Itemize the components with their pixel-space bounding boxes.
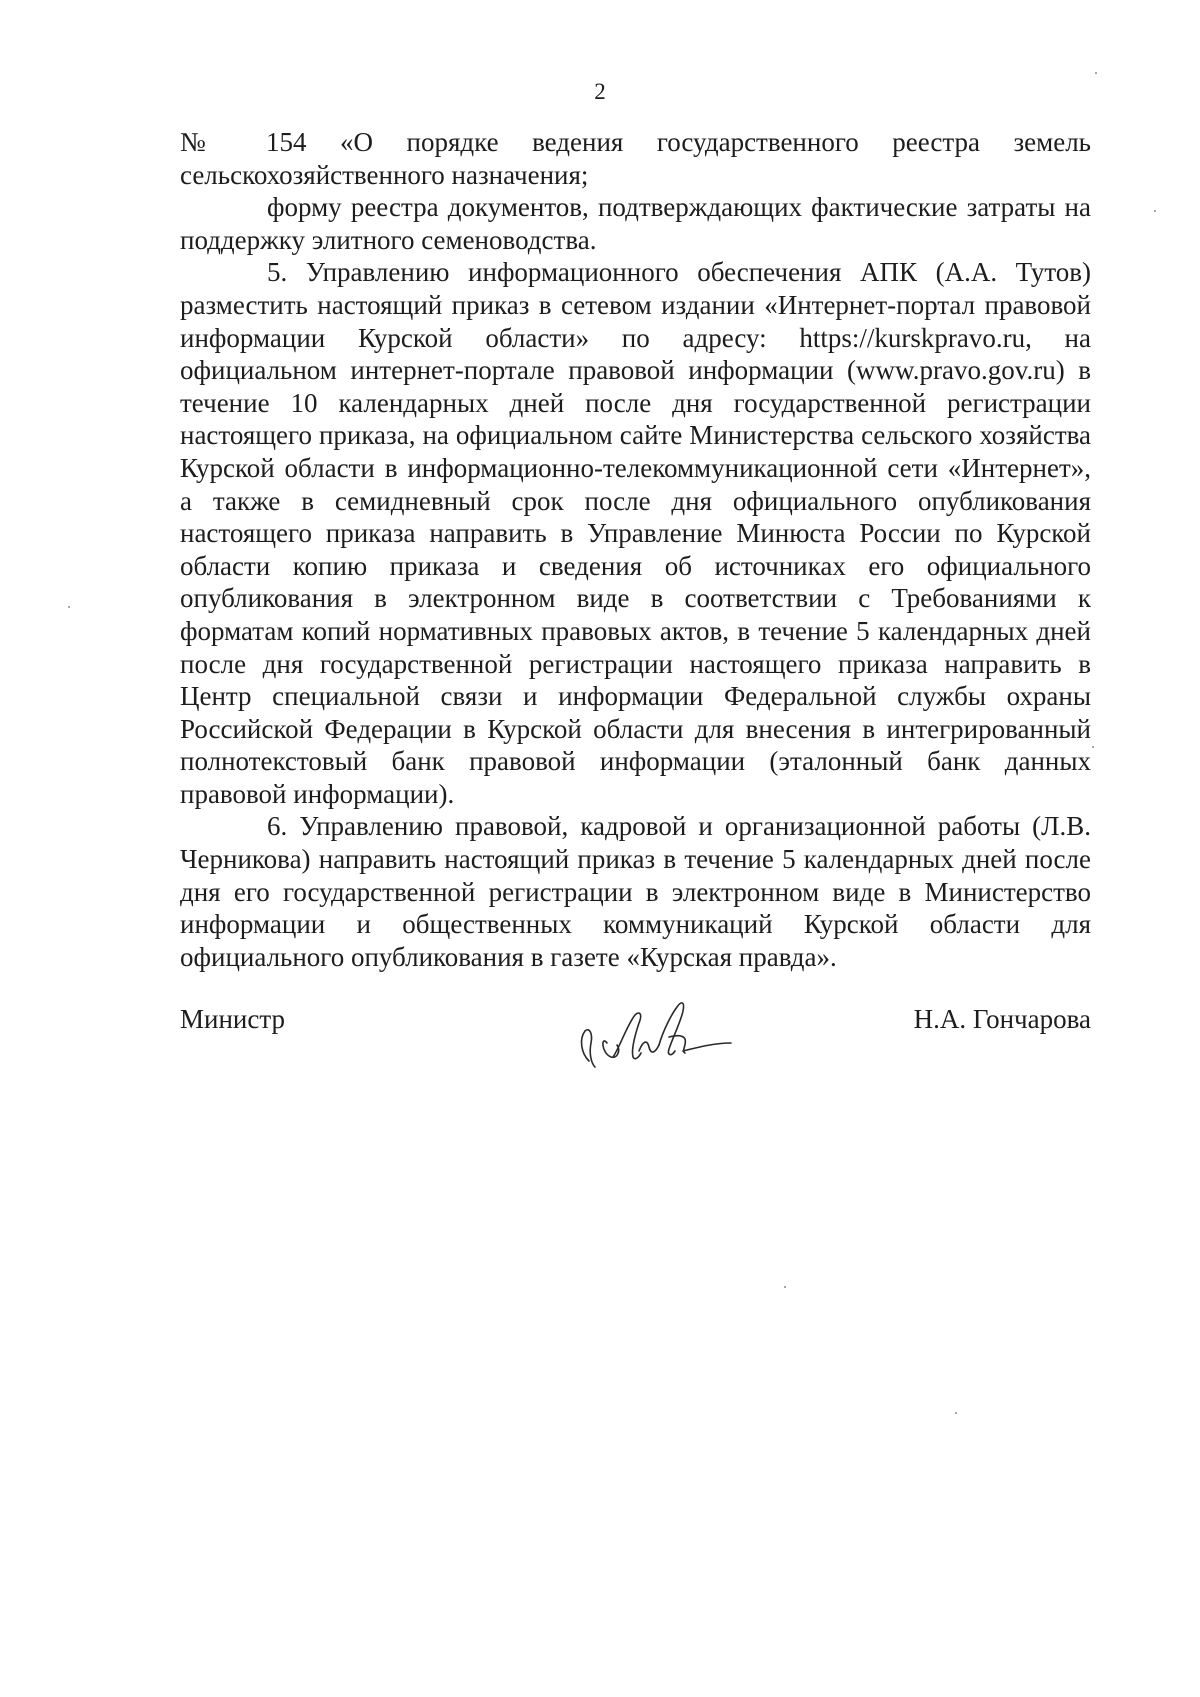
handwritten-signature [573,991,743,1075]
scan-speck [68,606,70,608]
scan-speck [1095,72,1097,74]
signatory-name: Н.А. Гончарова [913,1004,1091,1034]
signature-block [180,1003,1091,1083]
paragraph-registry-form: форму реестра документов, подтверждающих фактические затраты на поддержку элитного семеноводства. [180,192,1091,255]
scan-speck [1154,210,1156,212]
scan-speck [955,1412,957,1414]
page-number: 2 [594,79,606,104]
scan-speck [1092,746,1094,748]
paragraph-registry-continuation: № 154 «О порядке ведения государственного реестра земель сельскохозяйственного назначения; [180,127,1091,190]
signatory-title: Министр [180,1004,285,1034]
paragraph-item-5: 5. Управлению информационного обеспечения АПК (А.А. Тутов) разместить настоящий приказ в сетевом издании «Интернет-портал правовой информации Курской области» по адресу: https://kurskpravo.ru, на официальном интернет-портале правовой информации (www.pravo.gov.ru) в течение 10 календарных дней после дня государственной регистрации настоящего приказа, на официальном сайте Министерства сельского хозяйства Курской области в информационно-телекоммуникационной сети «Интернет», а также в семидневный срок после дня официального опубликования настоящего приказа направить в Управление Минюста России по Курской области копию приказа и сведения об источниках его официального опубликования в электронном виде в соответствии с Требованиями к форматам копий нормативных правовых актов, в течение 5 календарных дней после дня государственной регистрации настоящего приказа направить в Центр специальной связи и информации Федеральной службы охраны Российской Федерации в Курской области для внесения в интегрированный полнотекстовый банк правовой информации (эталонный банк данных правовой информации). [180,257,1091,809]
paragraph-item-6: 6. Управлению правовой, кадровой и организационной работы (Л.В. Черникова) направить настоящий приказ в течение 5 календарных дней после дня его государственной регистрации в электронном виде в Министерство информации и общественных коммуникаций Курской области для официального опубликования в газете «Курская правда». [180,811,1091,972]
scan-speck [784,1286,786,1288]
document-body [180,126,1091,973]
